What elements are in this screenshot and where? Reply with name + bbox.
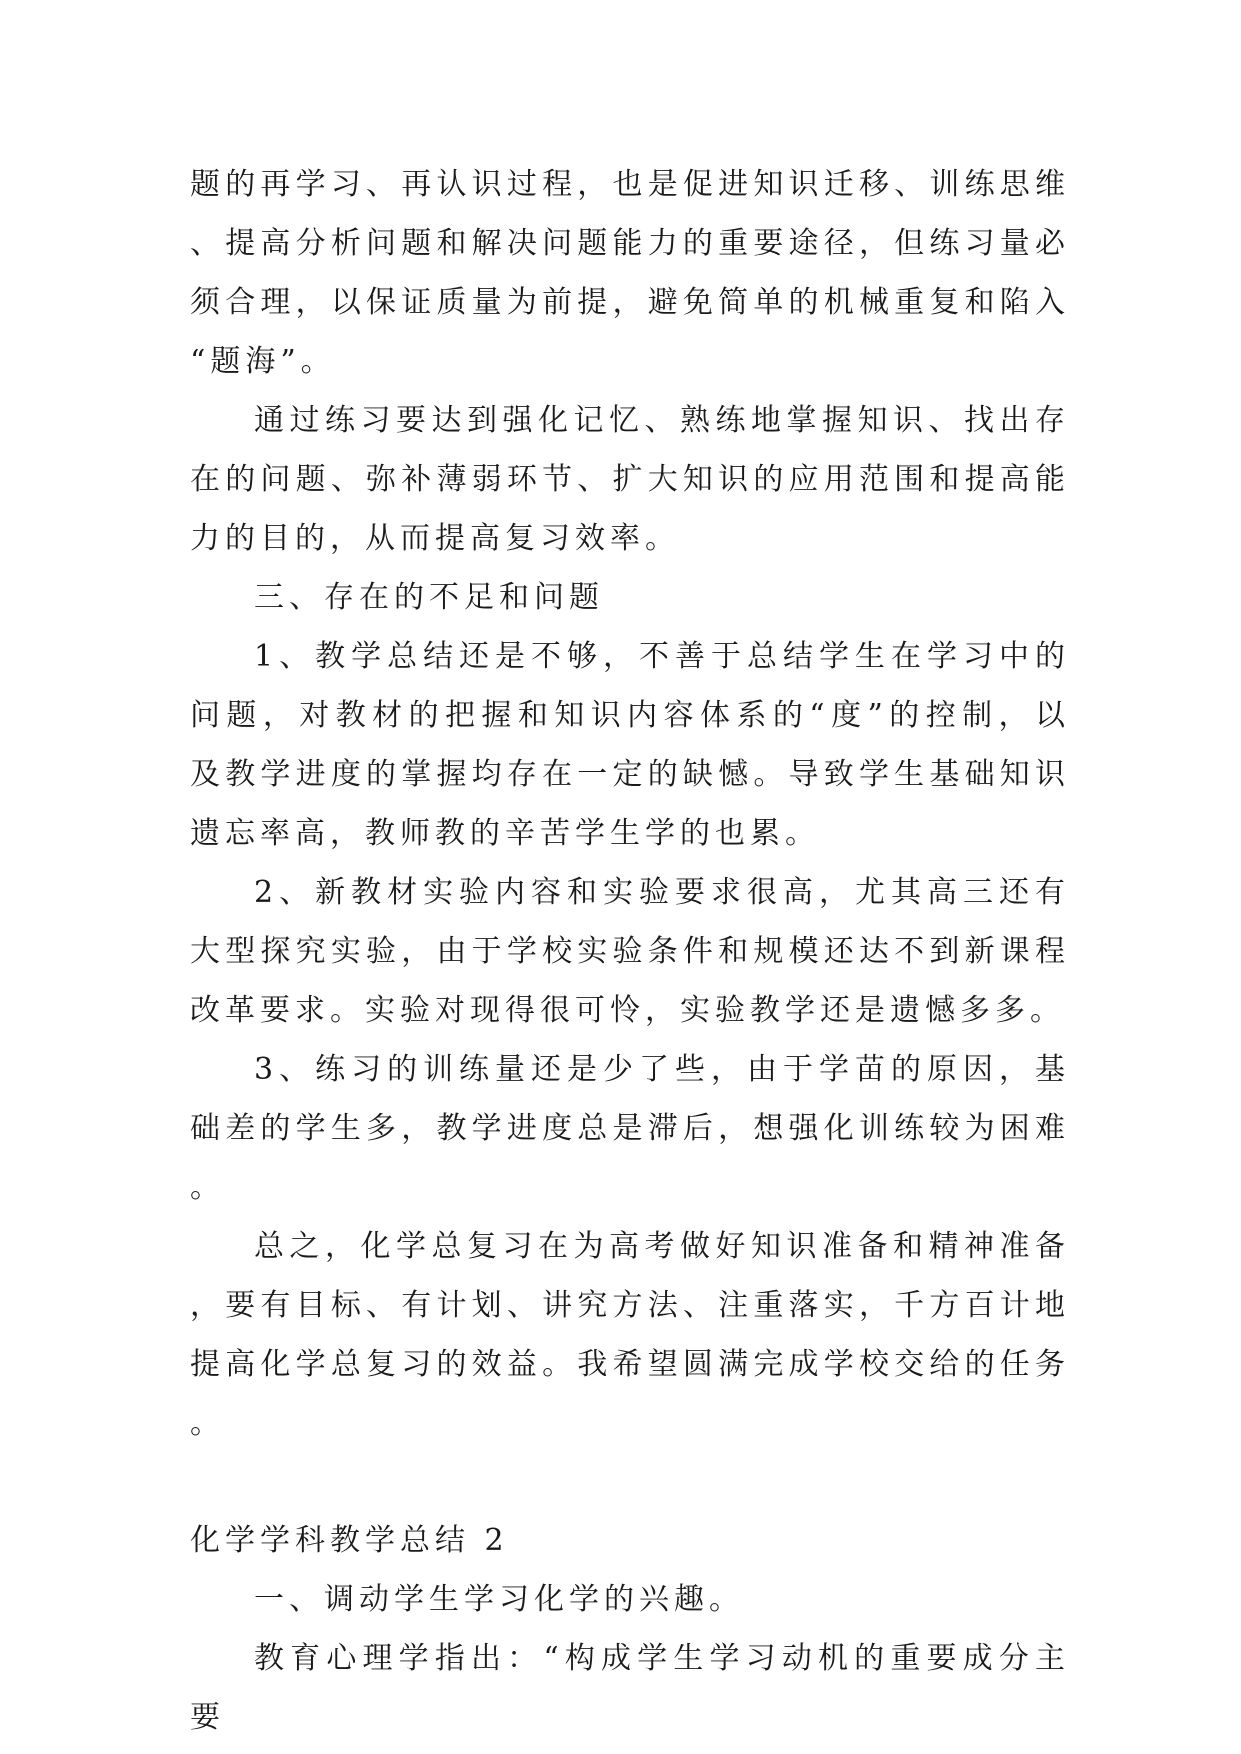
paragraph-conclusion: 总之，化学总复习在为高考做好知识准备和精神准备，要有目标、有计划、讲究方法、注重落实，千方百计地提高化学总复习的效益。我希望圆满完成学校交给的任务。 bbox=[190, 1229, 1070, 1441]
paragraph-continuation: 题的再学习、再认识过程，也是促进知识迁移、训练思维、提高分析问题和解决问题能力的重要途径，但练习量必须合理，以保证质量为前提，避免简单的机械重复和陷入“题海”。 bbox=[190, 167, 1070, 379]
paragraph-point-2: 2、新教材实验内容和实验要求很高，尤其高三还有大型探究实验，由于学校实验条件和规模还达不到新课程改革要求。实验对现得很可怜，实验教学还是遗憾多多。 bbox=[190, 875, 1070, 1028]
paragraph-point-1: 1、教学总结还是不够，不善于总结学生在学习中的问题，对教材的把握和知识内容体系的“度”的控制，以及教学进度的掌握均存在一定的缺憾。导致学生基础知识遗忘率高，教师教的辛苦学生学的也累。 bbox=[190, 639, 1070, 851]
document-body bbox=[190, 155, 1070, 1747]
heading-shortcomings: 三、存在的不足和问题 bbox=[254, 580, 604, 615]
section-title: 化学学科教学总结 2 bbox=[190, 1523, 509, 1558]
paragraph-point-3: 3、练习的训练量还是少了些，由于学苗的原因，基础差的学生多，教学进度总是滞后，想强化训练较为困难。 bbox=[190, 1052, 1070, 1205]
heading-interest: 一、调动学生学习化学的兴趣。 bbox=[254, 1582, 744, 1617]
paragraph-practice-goals: 通过练习要达到强化记忆、熟练地掌握知识、找出存在的问题、弥补薄弱环节、扩大知识的应用范围和提高能力的目的，从而提高复习效率。 bbox=[190, 403, 1070, 556]
paragraph-psychology: 教育心理学指出：“构成学生学习动机的重要成分主要 bbox=[190, 1641, 1070, 1735]
